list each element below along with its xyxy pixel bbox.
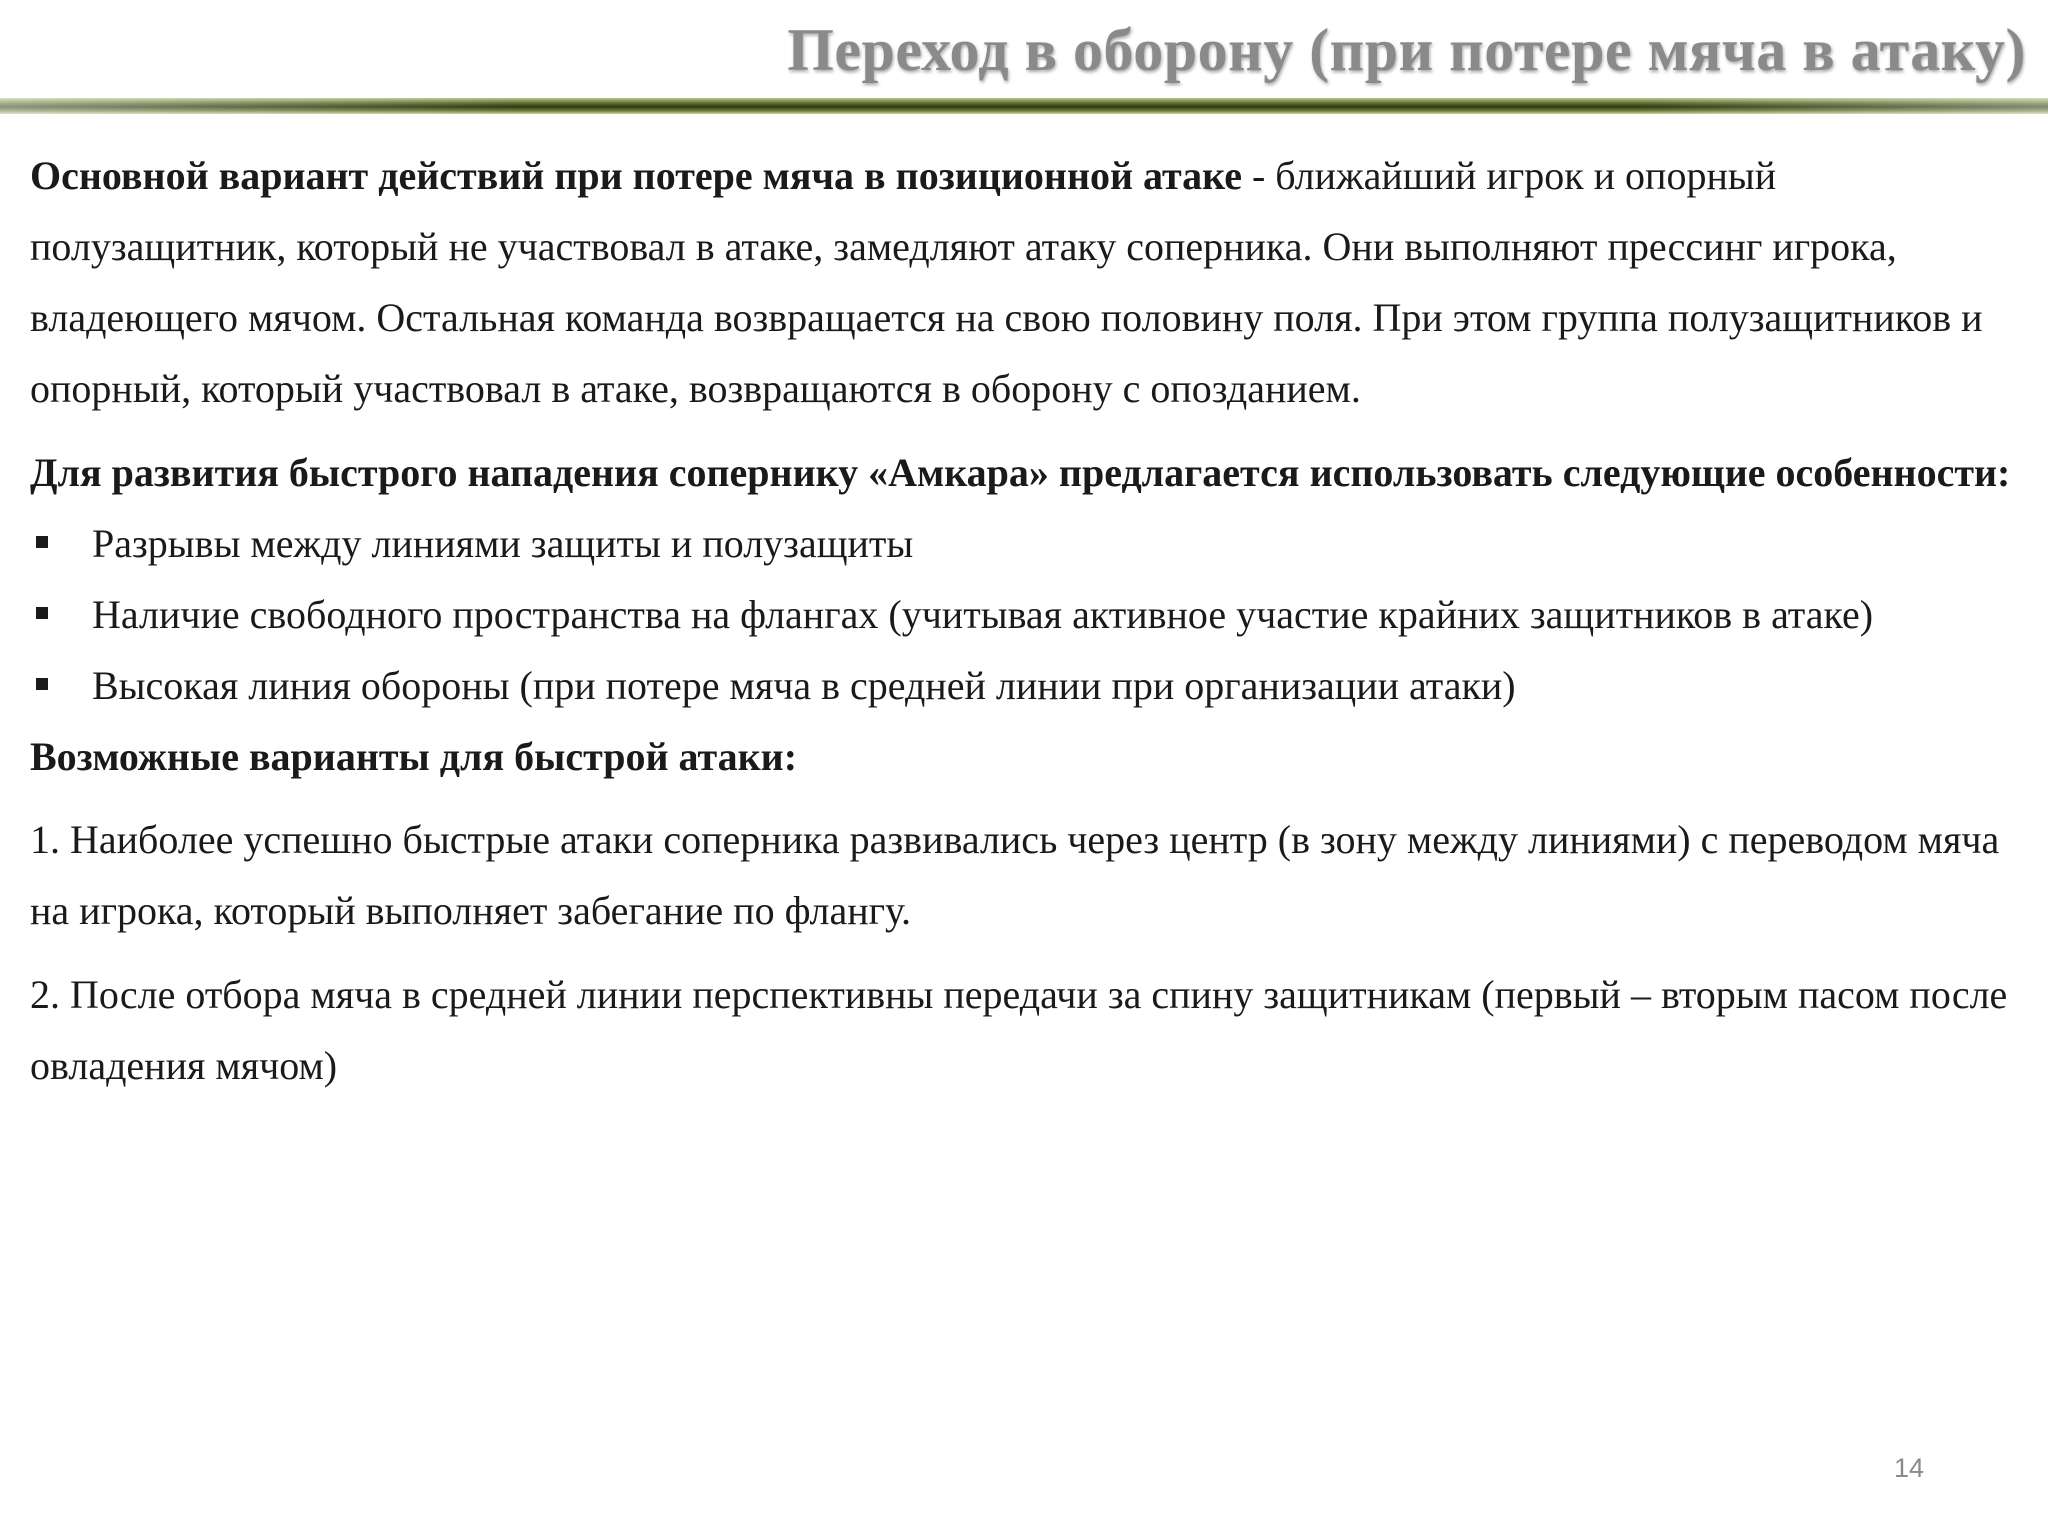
features-list bbox=[30, 508, 2020, 721]
slide-content bbox=[30, 140, 2020, 1114]
intro-paragraph bbox=[30, 140, 2020, 424]
list-item bbox=[30, 650, 2020, 721]
page-number: 14 bbox=[1893, 1453, 1924, 1483]
square-bullet-icon bbox=[36, 536, 48, 548]
list-item bbox=[30, 579, 2020, 650]
intro-bold-lead: Основной вариант действий при потере мяча в позиционной атаке bbox=[30, 153, 1242, 198]
fast-attack-point-1: 1. Наиболее успешно быстрые атаки соперника развивались через центр (в зону между линиями) с переводом мяча на игрока, который выполняет забегание по флангу. bbox=[30, 817, 2000, 933]
list-item-text: Наличие свободного пространства на флангах (учитывая активное участие крайних защитников в атаке) bbox=[92, 592, 1874, 637]
fast-attack-heading: Возможные варианты для быстрой атаки: bbox=[30, 734, 798, 779]
square-bullet-icon bbox=[36, 678, 48, 690]
list-item-text: Высокая линия обороны (при потере мяча в средней линии при организации атаки) bbox=[92, 663, 1516, 708]
list-item bbox=[30, 508, 2020, 579]
features-heading: Для развития быстрого нападения сопернику «Амкара» предлагается использовать следующие особенности: bbox=[30, 450, 2011, 495]
intro-text: - ближайший игрок и опорный полузащитник, который не участвовал в атаке, замедляют атаку соперника. Они выполняют прессинг игрока, владеющего мячом. Остальная команда возвращается на свою половину поля. При этом группа полузащитников и опорный, который участвовал в атаке, возвращаются в оборону с опозданием. bbox=[30, 153, 1983, 411]
slide-title: Переход в оборону (при потере мяча в атаку) bbox=[787, 17, 2026, 83]
square-bullet-icon bbox=[36, 607, 48, 619]
title-divider-bar bbox=[0, 98, 2048, 114]
fast-attack-point-2: 2. После отбора мяча в средней линии перспективны передачи за спину защитникам (первый – вторым пасом после овладения мячом) bbox=[30, 972, 2008, 1088]
list-item-text: Разрывы между линиями защиты и полузащиты bbox=[92, 521, 914, 566]
